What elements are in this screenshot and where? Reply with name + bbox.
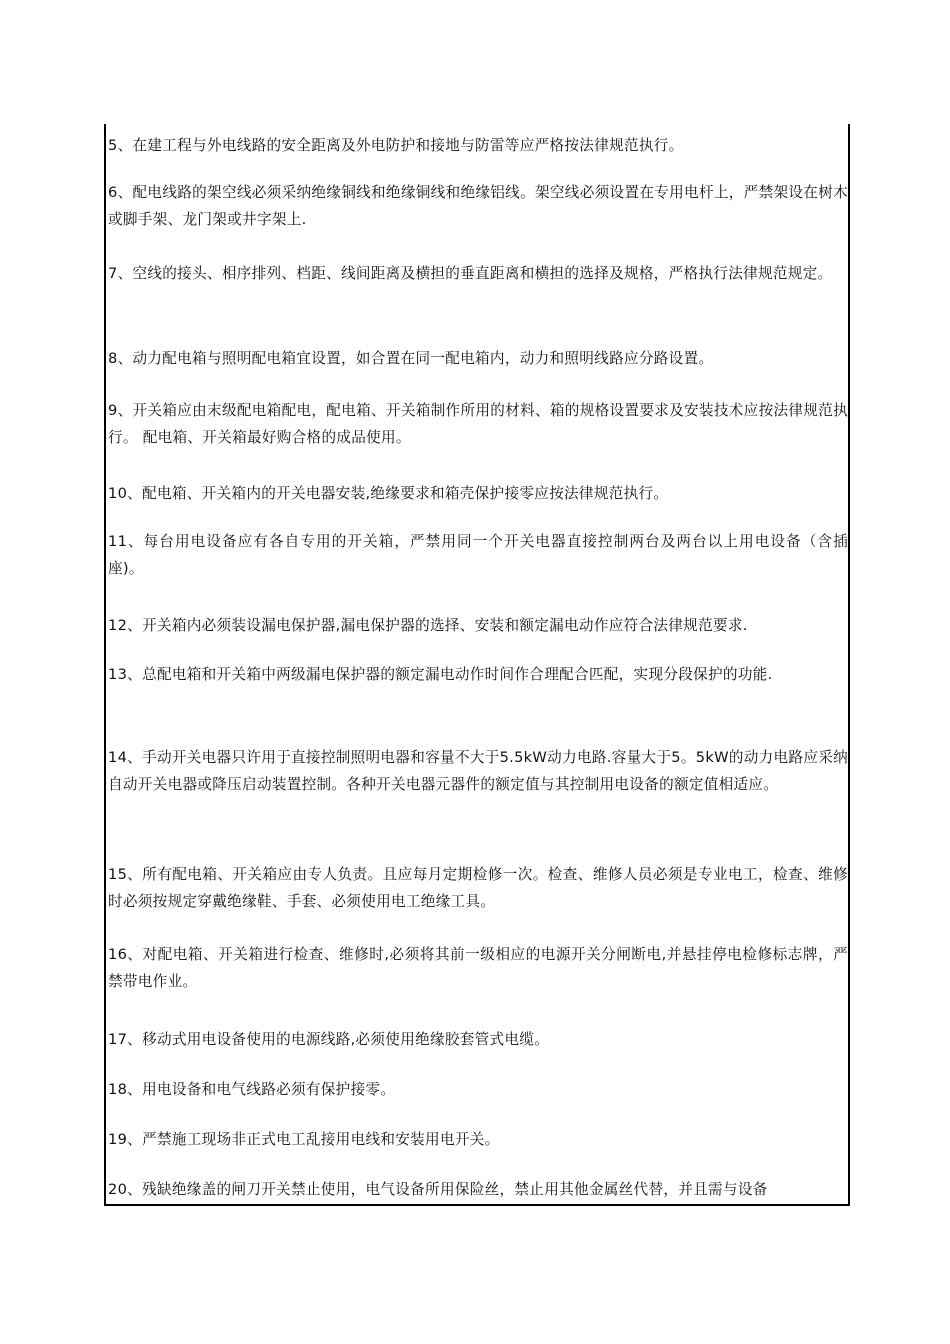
- list-item: 6、配电线路的架空线必须采纳绝缘铜线和绝缘铜线和绝缘铝线。架空线必须设置在专用电杆上，严禁架设在树木或脚手架、龙门架或井字架上.: [108, 184, 848, 228]
- list-item: 11、每台用电设备应有各自专用的开关箱，严禁用同一个开关电器直接控制两台及两台以上用电设备（含插座)。: [108, 533, 848, 577]
- list-item: 5、在建工程与外电线路的安全距离及外电防护和接地与防雷等应严格按法律规范执行。: [108, 137, 684, 154]
- list-item: 19、严禁施工现场非正式电工乱接用电线和安装用电开关。: [108, 1131, 500, 1148]
- list-item: 17、移动式用电设备使用的电源线路,必须使用绝缘胶套管式电缆。: [108, 1031, 550, 1048]
- list-item: 10、配电箱、开关箱内的开关电器安装,绝缘要求和箱壳保护接零应按法律规范执行。: [108, 485, 669, 502]
- list-item: 16、对配电箱、开关箱进行检查、维修时,必须将其前一级相应的电源开关分闸断电,并悬挂停电检修标志牌，严禁带电作业。: [108, 946, 848, 990]
- list-item: 14、手动开关电器只许用于直接控制照明电器和容量不大于5.5kW动力电路.容量大于5。5kW的动力电路应采纳自动开关电器或降压启动装置控制。各种开关电器元器件的额定值与其控制用电设备的额定值相适应。: [108, 749, 848, 793]
- list-item: 7、空线的接头、相序排列、档距、线间距离及横担的垂直距离和横担的选择及规格，严格执行法律规范规定。: [108, 265, 833, 282]
- content-frame: [104, 124, 850, 1206]
- list-item: 18、用电设备和电气线路必须有保护接零。: [108, 1081, 396, 1098]
- list-item: 20、残缺绝缘盖的闸刀开关禁止使用，电气设备所用保险丝，禁止用其他金属丝代替，并且需与设备: [108, 1181, 768, 1198]
- list-item: 13、总配电箱和开关箱中两级漏电保护器的额定漏电动作时间作合理配合匹配，实现分段保护的功能.: [108, 666, 773, 683]
- list-item: 15、所有配电箱、开关箱应由专人负责。且应每月定期检修一次。检查、维修人员必须是专业电工，检查、维修时必须按规定穿戴绝缘鞋、手套、必须使用电工绝缘工具。: [108, 866, 848, 910]
- list-item: 12、开关箱内必须装设漏电保护器,漏电保护器的选择、安装和额定漏电动作应符合法律规范要求.: [108, 617, 748, 634]
- list-item: 9、开关箱应由末级配电箱配电，配电箱、开关箱制作所用的材料、箱的规格设置要求及安装技术应按法律规范执行。 配电箱、开关箱最好购合格的成品使用。: [108, 402, 848, 446]
- list-item: 8、动力配电箱与照明配电箱宜设置，如合置在同一配电箱内，动力和照明线路应分路设置。: [108, 350, 714, 367]
